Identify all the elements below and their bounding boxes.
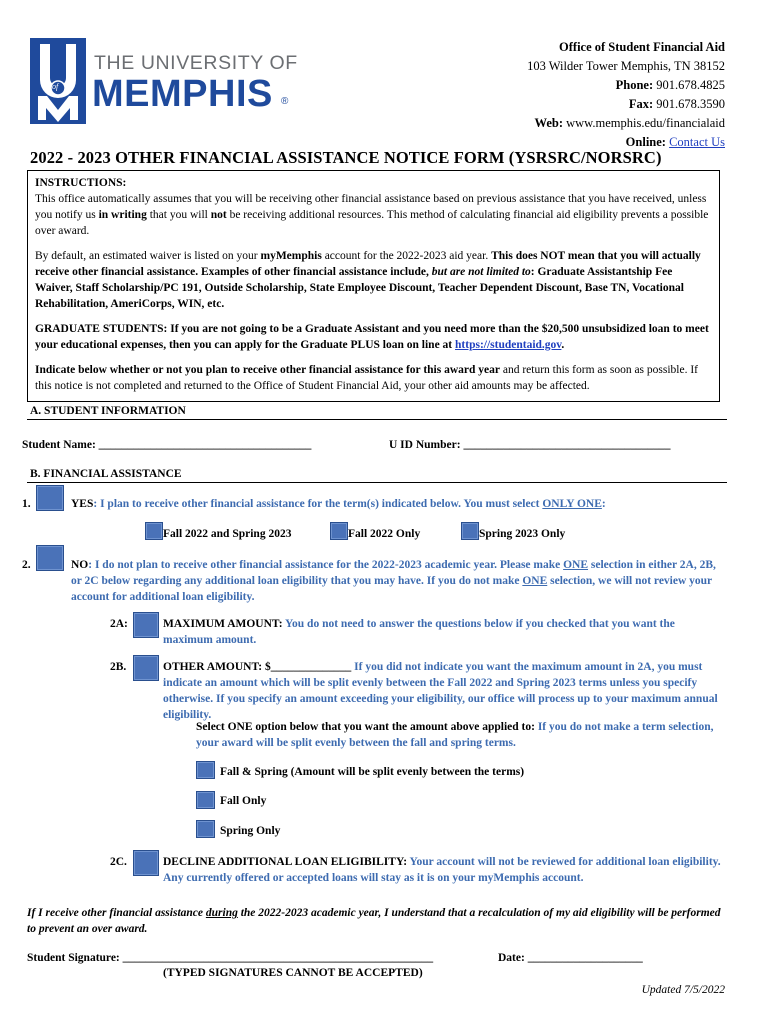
uid-row [389, 437, 670, 453]
date-label: Date: [498, 952, 528, 964]
uid-field[interactable]: ____________________________________ [463, 439, 671, 451]
typed-signature-note: (TYPED SIGNATURES CANNOT BE ACCEPTED) [163, 967, 423, 979]
option-2b-text: OTHER AMOUNT: $______________ If you did not indicate you want the maximum amount in 2A, you must indicate an amount which will be split evenly between the Fall 2022 and Spring 2023 terms unless you specify otherwise. If you specify an amount exceeding your eligibility, our office will process up to your maximum annual eligibility. [163, 661, 718, 721]
date-row [498, 950, 643, 966]
option-2b-select-text: Select ONE option below that you want the amount above applied to: If you do not make a term selection, your award will be split evenly between the fall and spring terms. [196, 721, 714, 749]
no-checkbox[interactable] [36, 545, 64, 571]
decline-loan-checkbox[interactable] [133, 850, 159, 876]
fall-spring-checkbox[interactable] [145, 522, 163, 540]
instructions-paragraph-4: Indicate below whether or not you plan to receive other financial assistance for this award year and return this form as soon as possible. If this notice is not completed and returned to the Office of Student Financial Aid, your other aid amounts may be affected. [35, 364, 699, 392]
section-b-rule [27, 482, 727, 483]
signature-field[interactable]: ______________________________________________________ [122, 952, 434, 964]
spring-only-label: Spring 2023 Only [479, 528, 566, 540]
item-1-text: YES: I plan to receive other financial assistance for the term(s) indicated below. You must select ONLY ONE: [71, 498, 606, 510]
item-2-number: 2. [22, 559, 31, 571]
logo-line1: THE UNIVERSITY OF [94, 52, 298, 74]
yes-checkbox[interactable] [36, 485, 64, 511]
fall-spring-label: Fall 2022 and Spring 2023 [163, 528, 292, 540]
item-2-text: NO: I do not plan to receive other financial assistance for the 2022-2023 academic year. Please make ONE selection in either 2A, 2B, or 2C below regarding any additional loan eligibility that you may have. If you do not make ONE selection, we will not review your account for additional loan eligibility. [71, 559, 716, 603]
student-name-label: Student Name: [22, 439, 99, 451]
other-amount-checkbox[interactable] [133, 655, 159, 681]
instructions-paragraph-3: GRADUATE STUDENTS: If you are not going to be a Graduate Assistant and you need more than the $20,500 unsubsidized loan to meet your educational expenses, then you can apply for the Graduate PLUS loan on line at https://studentaid.gov. [35, 323, 709, 351]
contact-us-link[interactable]: Contact Us [669, 135, 725, 149]
office-address: 103 Wilder Tower Memphis, TN 38152 [527, 59, 725, 73]
office-online: Online: Contact Us [625, 135, 725, 149]
student-name-field[interactable]: _____________________________________ [98, 439, 312, 451]
form-title: 2022 - 2023 OTHER FINANCIAL ASSISTANCE NOTICE FORM (YSRSRC/NORSRC) [30, 148, 662, 167]
fall-only-checkbox[interactable] [330, 522, 348, 540]
office-fax: Fax: 901.678.3590 [628, 97, 725, 111]
instructions-box [27, 170, 720, 402]
studentaid-link[interactable]: https://studentaid.gov [455, 339, 562, 351]
date-field[interactable]: ____________________ [527, 952, 643, 964]
section-b-heading: B. FINANCIAL ASSISTANCE [30, 468, 182, 480]
recalculation-statement: If I receive other financial assistance during the 2022-2023 academic year, I understand that a recalculation of my aid eligibility will be performed to prevent an over award. [27, 907, 721, 935]
section-a-rule [27, 419, 727, 420]
item-1-number: 1. [22, 498, 31, 510]
student-name-row [22, 437, 311, 453]
instructions-paragraph-2: By default, an estimated waiver is listed on your myMemphis account for the 2022-2023 aid year. This does NOT mean that you will actually receive other financial assistance. Examples of other financial assistance include, but are not limited to: Graduate Assistantship Fee Waiver, Staff Scholarship/PC 191, Outside Scholarship, State Employee Discount, Teacher Dependent Discount, Base TN, Vocational Rehabilitation, AmeriCorps, WIN, etc. [35, 250, 701, 310]
amount-spring-only-checkbox[interactable] [196, 820, 215, 838]
signature-row [27, 950, 433, 966]
logo-registered: ® [281, 96, 289, 107]
office-contact-block [527, 38, 725, 152]
option-2c-text: DECLINE ADDITIONAL LOAN ELIGIBILITY: Your account will not be reviewed for additional loan eligibility. Any currently offered or accepted loans will stay as it is on your myMemphis account. [163, 856, 721, 884]
updated-date: Updated 7/5/2022 [641, 984, 725, 996]
signature-label: Student Signature: [27, 952, 123, 964]
option-2a-text: MAXIMUM AMOUNT: You do not need to answer the questions below if you checked that you want the maximum amount. [163, 618, 675, 646]
instructions-heading: INSTRUCTIONS: [35, 177, 127, 189]
logo-line2: MEMPHIS [92, 73, 273, 115]
option-2c-number: 2C. [110, 856, 127, 868]
fall-and-spring-label: Fall & Spring (Amount will be split evenly between the terms) [220, 766, 525, 778]
office-web: Web: www.memphis.edu/financialaid [534, 116, 725, 130]
uid-label: U ID Number: [389, 439, 464, 451]
office-phone: Phone: 901.678.4825 [615, 78, 725, 92]
instructions-paragraph-1: This office automatically assumes that you will be receiving other financial assistance based on previous assistance that you have received, unless you notify us in writing that you will not be receiving additional resources. This method of calculating financial aid eligibility prevents a possible over award. [35, 193, 709, 237]
option-2a-number: 2A: [110, 618, 128, 630]
amount-fall-only-checkbox[interactable] [196, 791, 215, 809]
spring-only-checkbox[interactable] [461, 522, 479, 540]
fall-only-label: Fall 2022 Only [348, 528, 421, 540]
um-mark-icon [30, 38, 86, 124]
office-name: Office of Student Financial Aid [559, 40, 725, 54]
other-amount-field[interactable]: ______________ [270, 661, 352, 673]
section-a-heading: A. STUDENT INFORMATION [30, 405, 186, 417]
logo-mark-small: of [52, 82, 59, 91]
amount-spring-only-label: Spring Only [220, 825, 281, 837]
fall-and-spring-checkbox[interactable] [196, 761, 215, 779]
university-logo [30, 38, 298, 124]
option-2b-number: 2B. [110, 661, 127, 673]
maximum-amount-checkbox[interactable] [133, 612, 159, 638]
amount-fall-only-label: Fall Only [220, 795, 267, 807]
